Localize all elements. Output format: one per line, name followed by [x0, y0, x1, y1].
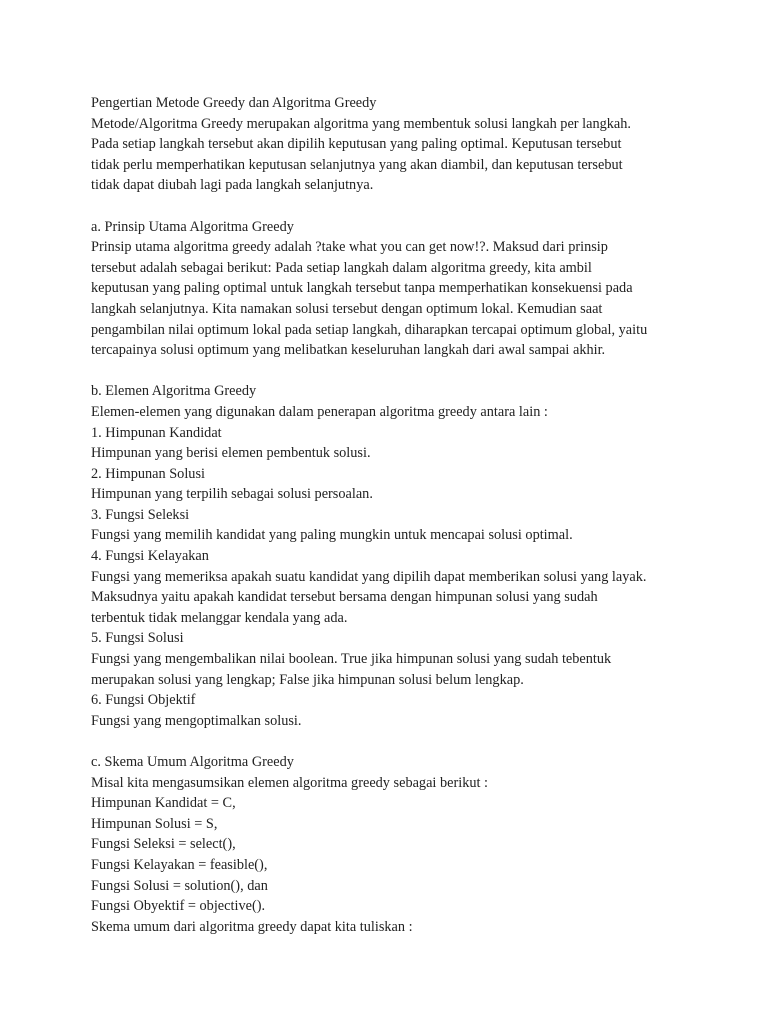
intro-line: tidak perlu memperhatikan keputusan selanjutnya yang akan diambil, dan keputusan tersebut [91, 156, 623, 173]
section-b-line: Fungsi yang memeriksa apakah suatu kandidat yang dipilih dapat memberikan solusi yang layak. [91, 568, 647, 585]
section-a-line: langkah selanjutnya. Kita namakan solusi tersebut dengan optimum lokal. Kemudian saat [91, 300, 603, 317]
section-a-line: pengambilan nilai optimum lokal pada setiap langkah, diharapkan tercapai optimum global, yaitu [91, 321, 648, 338]
section-b-item-heading: 4. Fungsi Kelayakan [91, 548, 209, 565]
section-b-line: merupakan solusi yang lengkap; False jika himpunan solusi belum lengkap. [91, 671, 524, 688]
section-b-line: Maksudnya yaitu apakah kandidat tersebut bersama dengan himpunan solusi yang sudah [91, 589, 598, 606]
section-b-line: Himpunan yang berisi elemen pembentuk solusi. [91, 445, 371, 462]
section-a-heading: a. Prinsip Utama Algoritma Greedy [91, 218, 294, 235]
section-b-item-heading: 1. Himpunan Kandidat [91, 424, 222, 441]
intro-line: Metode/Algoritma Greedy merupakan algoritma yang membentuk solusi langkah per langkah. [91, 115, 631, 132]
section-b-line: Fungsi yang memilih kandidat yang paling mungkin untuk mencapai solusi optimal. [91, 527, 573, 544]
section-c-line: Fungsi Obyektif = objective(). [91, 898, 266, 915]
section-b-line: Fungsi yang mengoptimalkan solusi. [91, 712, 302, 729]
section-c-line: Skema umum dari algoritma greedy dapat kita tuliskan : [91, 918, 413, 935]
section-c-line: Misal kita mengasumsikan elemen algoritma greedy sebagai berikut : [91, 774, 489, 791]
document-page [91, 93, 691, 937]
document-title: Pengertian Metode Greedy dan Algoritma Greedy [91, 95, 377, 111]
section-b-item-heading: 3. Fungsi Seleksi [91, 506, 190, 523]
section-a-line: Prinsip utama algoritma greedy adalah ?take what you can get now!?. Maksud dari prinsip [91, 239, 608, 256]
section-a-line: tersebut adalah sebagai berikut: Pada setiap langkah dalam algoritma greedy, kita ambil [91, 259, 592, 276]
section-c-line: Himpunan Solusi = S, [91, 815, 218, 832]
section-c-line: Fungsi Seleksi = select(), [91, 836, 236, 853]
section-c-line: Fungsi Kelayakan = feasible(), [91, 856, 268, 873]
section-c-line: Fungsi Solusi = solution(), dan [91, 877, 268, 894]
section-c-heading: c. Skema Umum Algoritma Greedy [91, 754, 294, 770]
section-b-item-heading: 5. Fungsi Solusi [91, 630, 184, 647]
section-b-heading: b. Elemen Algoritma Greedy [91, 383, 257, 400]
section-a-line: tercapainya solusi optimum yang melibatkan keseluruhan langkah dari awal sampai akhir. [91, 342, 606, 359]
paragraph-gap [91, 731, 691, 752]
section-b-item-heading: 6. Fungsi Objektif [91, 692, 196, 709]
section-b-line: Himpunan yang terpilih sebagai solusi persoalan. [91, 486, 373, 503]
intro-line: Pada setiap langkah tersebut akan dipilih keputusan yang paling optimal. Keputusan tersebut [91, 136, 622, 153]
section-b-line: Elemen-elemen yang digunakan dalam penerapan algoritma greedy antara lain : [91, 403, 548, 420]
section-b-line: terbentuk tidak melanggar kendala yang ada. [91, 609, 348, 626]
paragraph-gap [91, 196, 691, 217]
section-a-line: keputusan yang paling optimal untuk langkah tersebut tanpa memperhatikan konsekuensi pada [91, 280, 633, 297]
section-b-line: Fungsi yang mengembalikan nilai boolean. True jika himpunan solusi yang sudah tebentuk [91, 651, 612, 668]
section-b-item-heading: 2. Himpunan Solusi [91, 465, 205, 482]
intro-line: tidak dapat diubah lagi pada langkah selanjutnya. [91, 177, 374, 194]
section-c-line: Himpunan Kandidat = C, [91, 795, 236, 812]
paragraph-gap [91, 361, 691, 382]
